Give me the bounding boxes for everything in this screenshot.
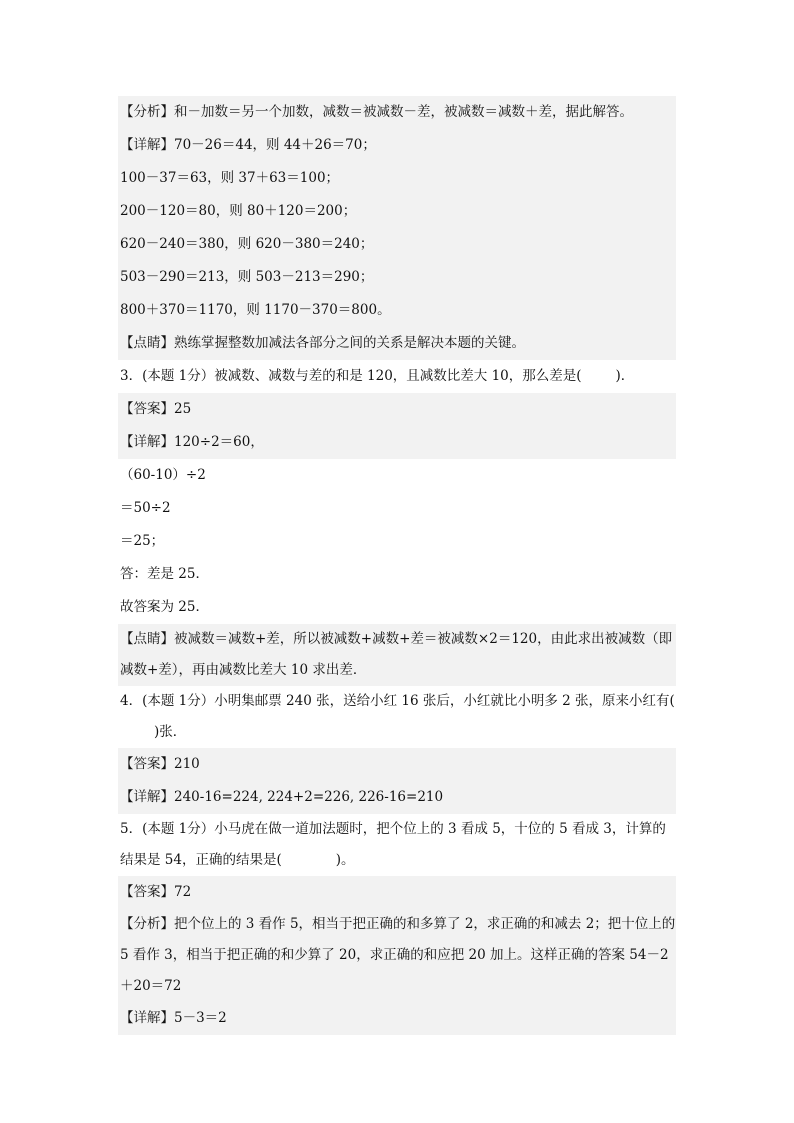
solution-block-5: [118, 876, 676, 1035]
analysis-text: 【分析】和－加数＝另一个加数，减数＝被减数－差，被减数＝减数＋差，据此解答。: [120, 104, 633, 120]
solution-steps-3: [118, 459, 676, 624]
question-text-end: )。: [335, 852, 355, 868]
detail-text: 【详解】120÷2＝60，: [120, 434, 264, 450]
analysis-text: 【分析】把个位上的 3 看作 5，相当于把正确的和多算了 2，求正确的和减去 2；把十位上的 5 看作 3，相当于把正确的和少算了 20，求正确的和应把 20 加上。这样正确的答案 54－2＋20＝72: [120, 916, 676, 994]
step-line: ＝25；: [120, 533, 165, 549]
answer-text: 【答案】25: [120, 401, 192, 417]
conclusion-text: 故答案为 25．: [120, 599, 209, 615]
question-text: 4．(本题 1分）小明集邮票 240 张，送给小红 16 张后，小红就比小明多 2 张，原来小红有(: [120, 693, 675, 709]
question-text: 3．(本题 1分）被减数、减数与差的和是 120，且减数比差大 10，那么差是(: [120, 368, 582, 384]
question-text-end: )张．: [154, 724, 187, 740]
question-4: [118, 686, 676, 748]
solution-block-1: [118, 96, 676, 360]
reply-text: 答：差是 25．: [120, 566, 209, 582]
question-text: 5．(本题 1分）小马虎在做一道加法题时，把个位上的 3 看成 5，十位的 5 看成 3，计算的结果是 54，正确的结果是(: [120, 821, 666, 868]
comment-text: 【点睛】被减数＝减数+差，所以被减数+减数+差＝被减数×2＝120，由此求出被减数（即减数+差），再由减数比差大 10 求出差．: [120, 631, 673, 678]
calc-line: 503－290＝213，则 503－213＝290；: [120, 269, 374, 285]
step-line: ＝50÷2: [120, 500, 171, 516]
detail-text: 【详解】70－26＝44，则 44＋26＝70；: [120, 137, 376, 153]
calc-line: 620－240＝380，则 620－380＝240；: [120, 236, 374, 252]
solution-block-3: [118, 393, 676, 459]
solution-block-4: [118, 748, 676, 814]
comment-text: 【点睛】熟练掌握整数加减法各部分之间的关系是解决本题的关键。: [120, 335, 525, 351]
answer-text: 【答案】72: [120, 884, 192, 900]
answer-text: 【答案】210: [120, 756, 200, 772]
calc-line: 200－120＝80，则 80＋120＝200；: [120, 203, 357, 219]
question-3: [118, 360, 676, 393]
detail-text: 【详解】5－3＝2: [120, 1010, 227, 1026]
question-text-end: )．: [615, 368, 635, 384]
comment-block-3: [118, 624, 676, 686]
calc-line: 100－37＝63，则 37＋63＝100；: [120, 170, 340, 186]
question-5: [118, 814, 676, 876]
document-page: [118, 96, 676, 1035]
calc-line: 800＋370＝1170，则 1170－370＝800。: [120, 302, 391, 318]
step-line: （60-10）÷2: [120, 467, 206, 483]
detail-text: 【详解】240-16=224, 224+2=226, 226-16=210: [120, 789, 444, 805]
